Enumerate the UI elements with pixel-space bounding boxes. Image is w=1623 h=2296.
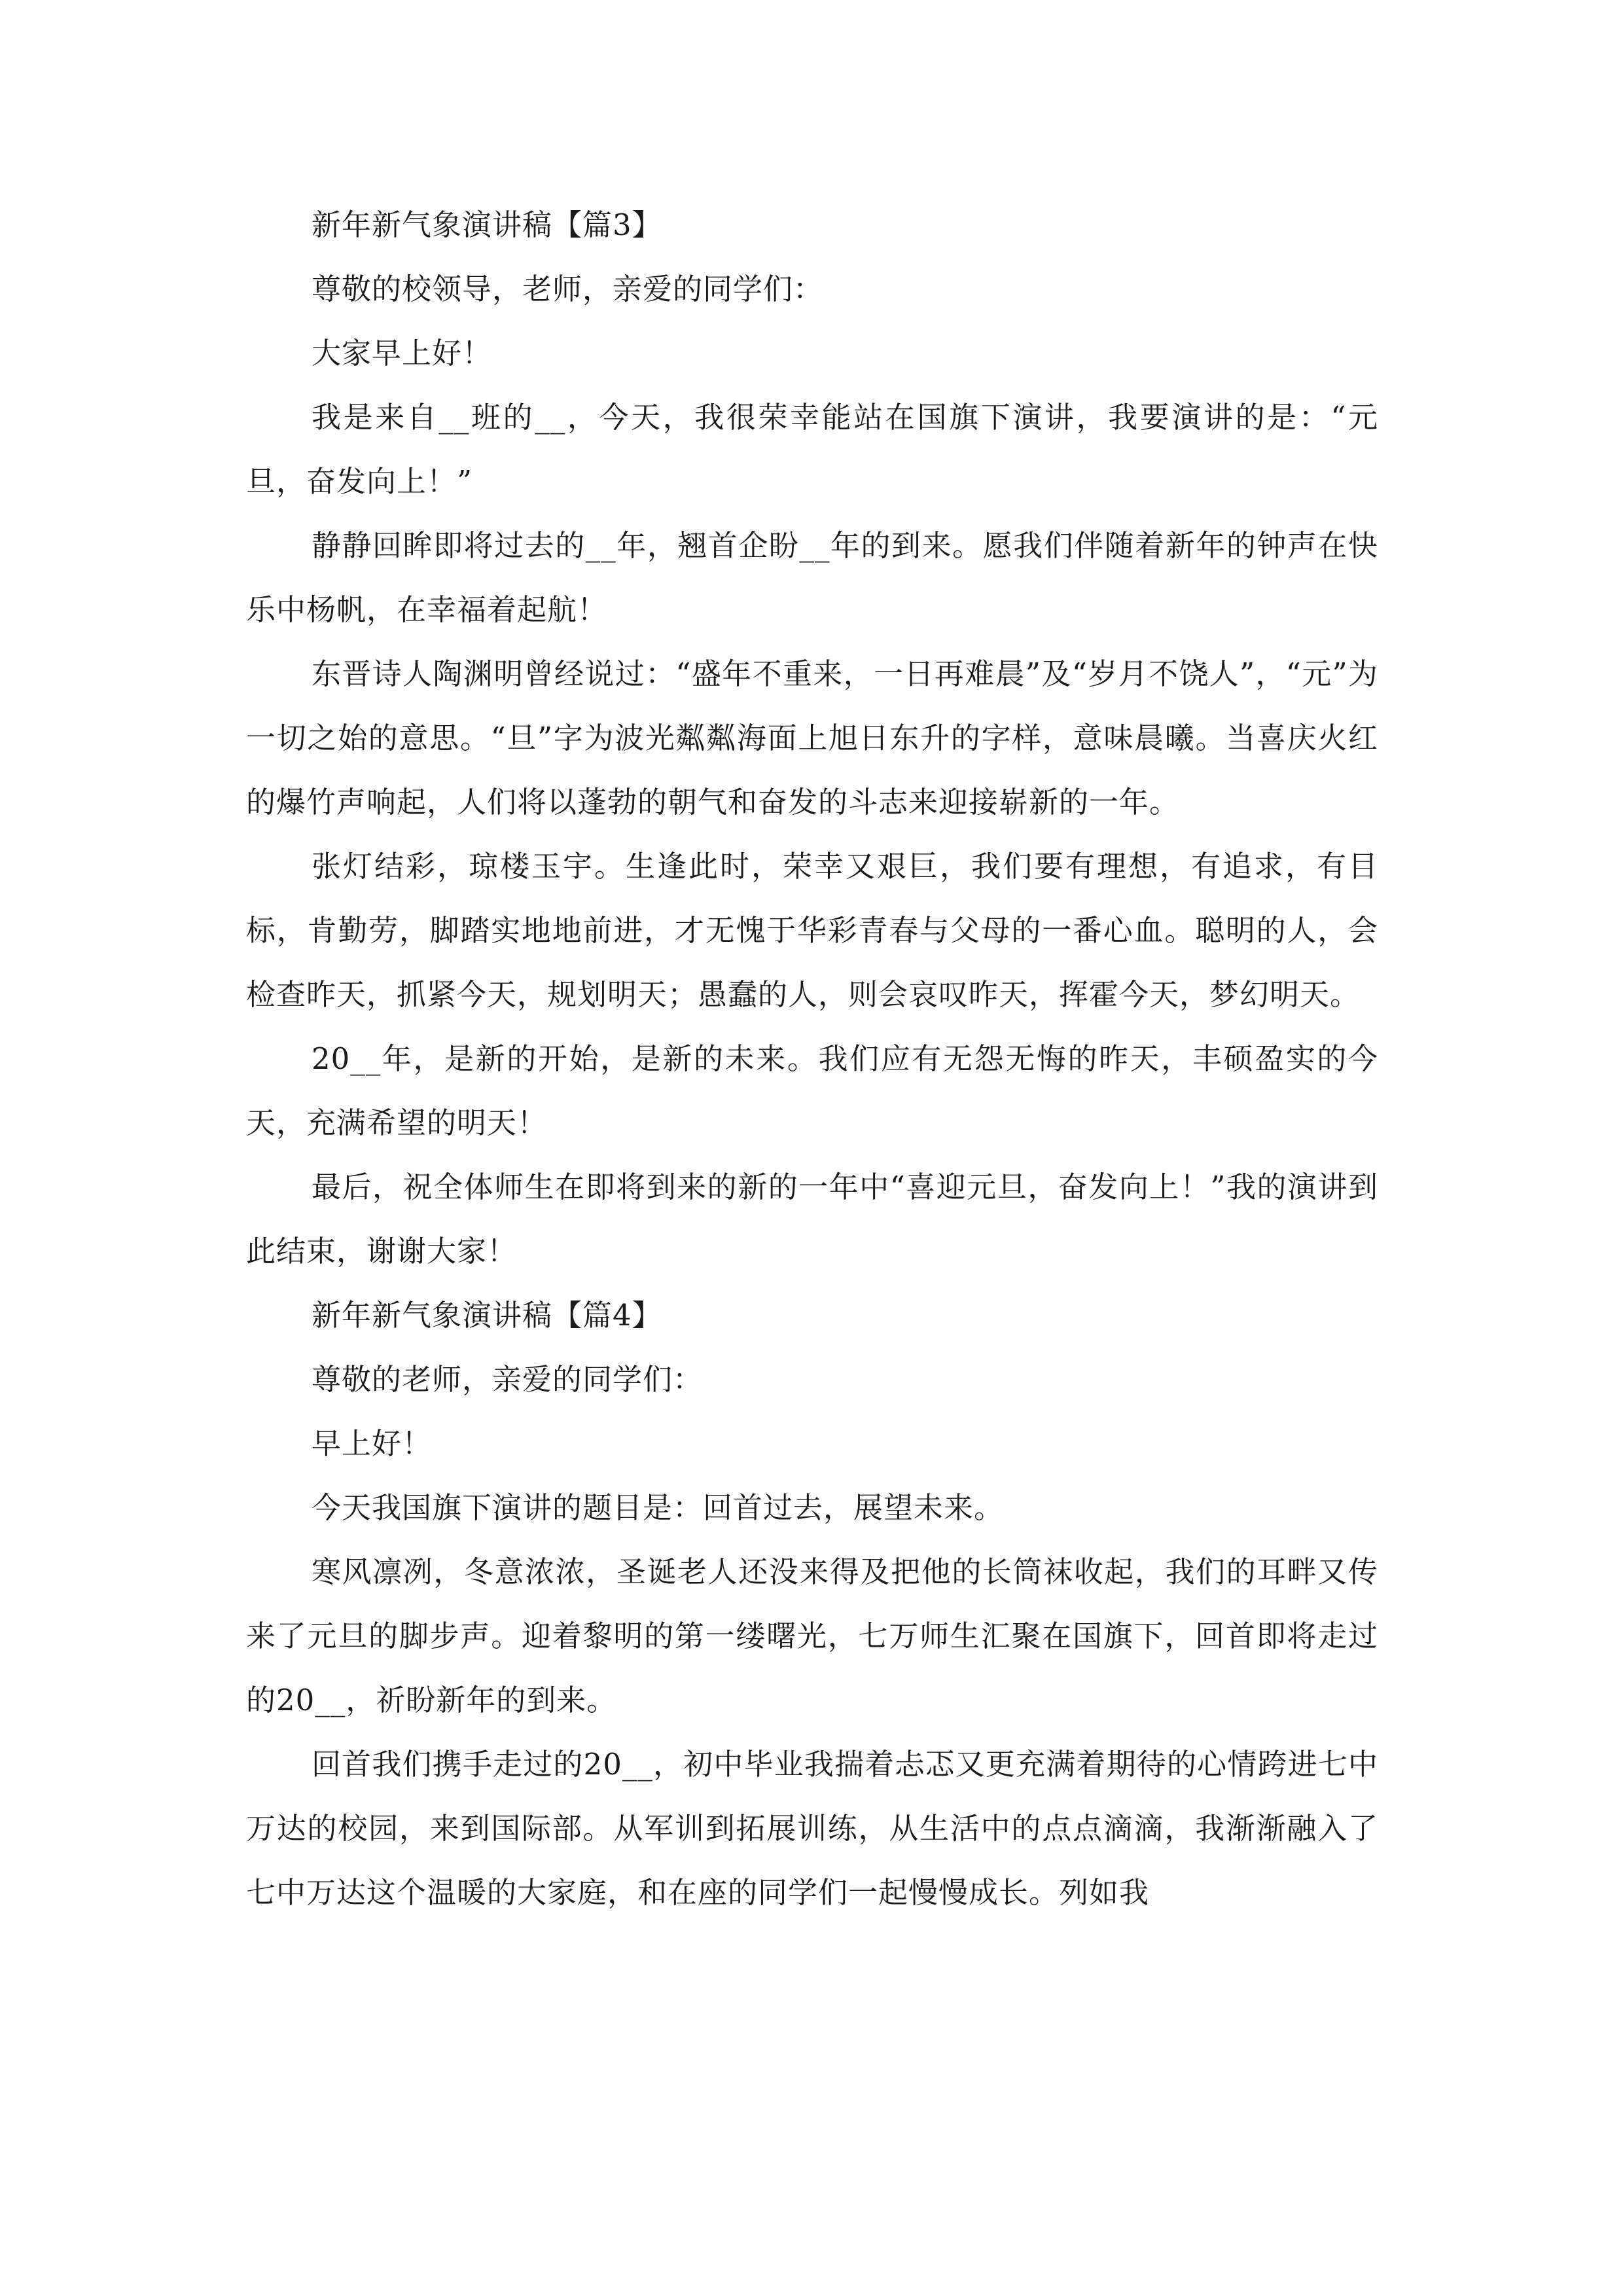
body-paragraph: 20__年，是新的开始，是新的未来。我们应有无怨无悔的昨天，丰硕盈实的今天，充满希望的明天！ bbox=[246, 1041, 1378, 1140]
body-paragraph: 寒风凛冽，冬意浓浓，圣诞老人还没来得及把他的长筒袜收起，我们的耳畔又传来了元旦的脚步声。迎着黎明的第一缕曙光，七万师生汇聚在国旗下，回首即将走过的20__，祈盼新年的到来。 bbox=[246, 1554, 1378, 1717]
body-paragraph: 静静回眸即将过去的__年，翘首企盼__年的到来。愿我们伴随着新年的钟声在快乐中杨帆，在幸福着起航！ bbox=[246, 528, 1378, 627]
body-paragraph: 回首我们携手走过的20__，初中毕业我揣着忐忑又更充满着期待的心情跨进七中万达的校园，来到国际部。从军训到拓展训练，从生活中的点点滴滴，我渐渐融入了七中万达这个温暖的大家庭，和在座的同学们一起慢慢成长。列如我 bbox=[246, 1747, 1378, 1910]
greeting: 大家早上好！ bbox=[312, 336, 493, 370]
body-paragraph: 今天我国旗下演讲的题目是：回首过去，展望未来。 bbox=[312, 1490, 1005, 1525]
section-heading-4: 新年新气象演讲稿【篇4】 bbox=[312, 1298, 662, 1333]
body-paragraph: 张灯结彩，琼楼玉宇。生逢此时，荣幸又艰巨，我们要有理想，有追求，有目标，肯勤劳，脚踏实地地前进，才无愧于华彩青春与父母的一番心血。聪明的人，会检查昨天，抓紧今天，规划明天；愚蠢的人，则会哀叹昨天，挥霍今天，梦幻明天。 bbox=[246, 849, 1378, 1012]
greeting: 早上好！ bbox=[312, 1426, 433, 1461]
body-paragraph: 最后，祝全体师生在即将到来的新的一年中“喜迎元旦，奋发向上！”我的演讲到此结束，谢谢大家！ bbox=[246, 1170, 1378, 1268]
section-heading-3: 新年新气象演讲稿【篇3】 bbox=[312, 207, 662, 242]
document-page bbox=[246, 193, 1378, 1925]
body-paragraph: 我是来自__班的__，今天，我很荣幸能站在国旗下演讲，我要演讲的是：“元旦，奋发向上！” bbox=[246, 400, 1378, 499]
salutation: 尊敬的老师，亲爱的同学们： bbox=[312, 1362, 704, 1397]
body-paragraph: 东晋诗人陶渊明曾经说过：“盛年不重来，一日再难晨”及“岁月不饶人”，“元”为一切之始的意思。“旦”字为波光粼粼海面上旭日东升的字样，意味晨曦。当喜庆火红的爆竹声响起，人们将以蓬勃的朝气和奋发的斗志来迎接崭新的一年。 bbox=[246, 656, 1378, 819]
salutation: 尊敬的校领导，老师，亲爱的同学们： bbox=[312, 272, 824, 306]
